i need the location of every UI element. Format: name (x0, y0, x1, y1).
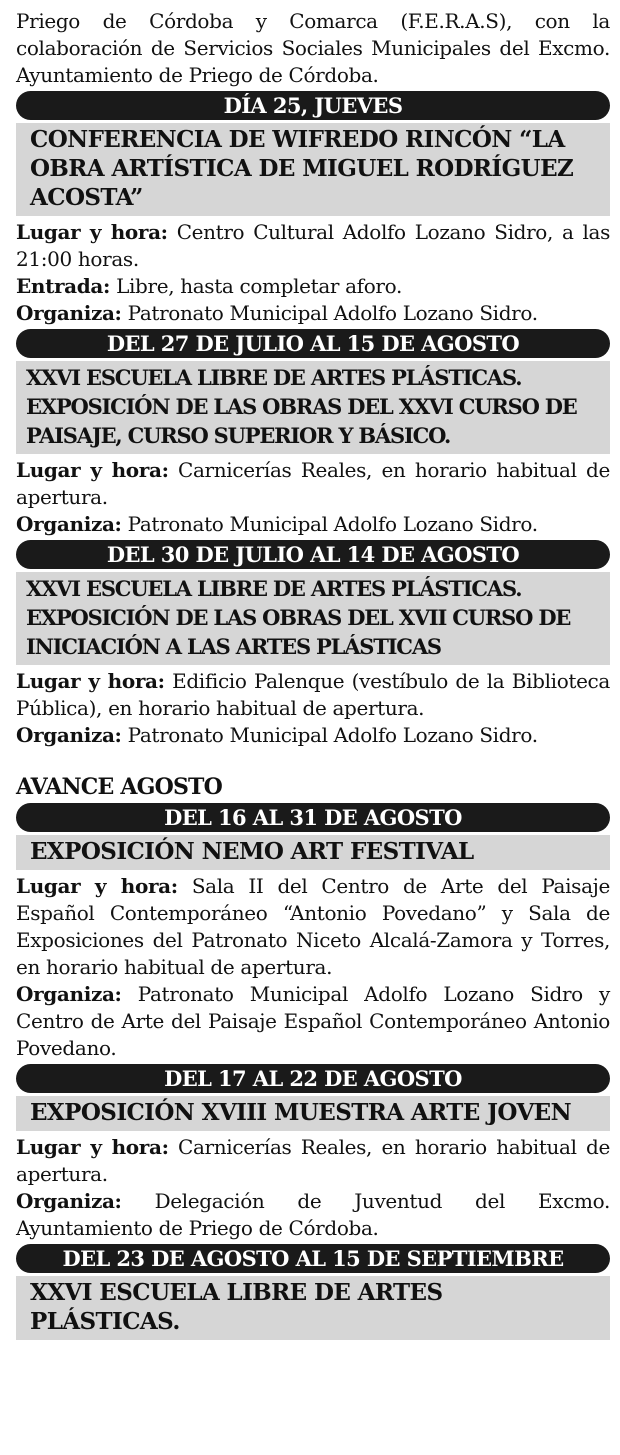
event-block (16, 1244, 610, 1340)
date-banner: DÍA 25, JUEVES (16, 91, 610, 120)
date-banner: DEL 23 DE AGOSTO AL 15 DE SEPTIEMBRE (16, 1244, 610, 1273)
date-banner: DEL 17 AL 22 DE AGOSTO (16, 1064, 610, 1093)
place-time-label: Lugar y hora: (16, 1135, 169, 1159)
date-banner: DEL 30 DE JULIO AL 14 DE AGOSTO (16, 540, 610, 569)
organizer-line (16, 1188, 610, 1242)
organizer-label: Organiza: (16, 301, 122, 325)
organizer-line (16, 511, 610, 538)
event-block (16, 803, 610, 1062)
place-time-value: Carnicerías Reales, en horario habitual de apertura. (16, 1135, 610, 1186)
intro-paragraph: Priego de Córdoba y Comarca (F.E.R.A.S), con la colaboración de Servicios Sociales Municipales del Excmo. Ayuntamiento de Priego de Córdoba. (16, 9, 610, 87)
date-banner: DEL 16 AL 31 DE AGOSTO (16, 803, 610, 832)
organizer-value: Patronato Municipal Adolfo Lozano Sidro. (127, 301, 538, 325)
date-banner: DEL 27 DE JULIO AL 15 DE AGOSTO (16, 329, 610, 358)
event-title: XXVI ESCUELA LIBRE DE ARTES PLÁSTICAS. EXPOSICIÓN DE LAS OBRAS DEL XVII CURSO DE INICIACIÓN A LAS ARTES PLÁSTICAS (16, 572, 610, 665)
organizer-line (16, 981, 610, 1062)
place-time-label: Lugar y hora: (16, 458, 169, 482)
place-time-value: Edificio Palenque (vestíbulo de la Biblioteca Pública), en horario habitual de apertura. (16, 669, 610, 720)
place-time-line (16, 219, 610, 273)
entry-line (16, 273, 610, 300)
place-time-label: Lugar y hora: (16, 220, 168, 244)
section-heading: AVANCE AGOSTO (16, 774, 222, 800)
place-time-line (16, 668, 610, 722)
organizer-label: Organiza: (16, 982, 122, 1006)
organizer-line (16, 722, 610, 749)
organizer-value: Delegación de Juventud del Excmo. Ayuntamiento de Priego de Córdoba. (16, 1189, 610, 1240)
organizer-line (16, 300, 610, 327)
event-block (16, 540, 610, 749)
place-time-line (16, 1134, 610, 1188)
event-title: EXPOSICIÓN XVIII MUESTRA ARTE JOVEN (16, 1096, 610, 1131)
organizer-value: Patronato Municipal Adolfo Lozano Sidro y Centro de Arte del Paisaje Español Contemporáneo Antonio Povedano. (16, 982, 610, 1060)
organizer-value: Patronato Municipal Adolfo Lozano Sidro. (127, 512, 538, 536)
organizer-label: Organiza: (16, 1189, 122, 1213)
entry-label: Entrada: (16, 274, 111, 298)
place-time-value: Carnicerías Reales, en horario habitual de apertura. (16, 458, 610, 509)
entry-value: Libre, hasta completar aforo. (116, 274, 402, 298)
event-title: EXPOSICIÓN NEMO ART FESTIVAL (16, 835, 610, 870)
organizer-label: Organiza: (16, 723, 122, 747)
place-time-line (16, 457, 610, 511)
place-time-label: Lugar y hora: (16, 669, 165, 693)
place-time-label: Lugar y hora: (16, 874, 178, 898)
event-title: XXVI ESCUELA LIBRE DE ARTES PLÁSTICAS. EXPOSICIÓN DE LAS OBRAS DEL XXVI CURSO DE PAISAJE, CURSO SUPERIOR Y BÁSICO. (16, 361, 610, 454)
place-time-value: Sala II del Centro de Arte del Paisaje Español Contemporáneo “Antonio Povedano” y Sala de Exposiciones del Patronato Niceto Alcalá-Zamora y Torres, en horario habitual de apertura. (16, 874, 610, 979)
event-block (16, 91, 610, 327)
place-time-line (16, 873, 610, 981)
event-title: CONFERENCIA DE WIFREDO RINCÓN “LA OBRA ARTÍSTICA DE MIGUEL RODRÍGUEZ ACOSTA” (16, 123, 610, 216)
event-title: XXVI ESCUELA LIBRE DE ARTES PLÁSTICAS. (16, 1276, 610, 1340)
organizer-label: Organiza: (16, 512, 122, 536)
organizer-value: Patronato Municipal Adolfo Lozano Sidro. (127, 723, 538, 747)
place-time-value: Centro Cultural Adolfo Lozano Sidro, a las 21:00 horas. (16, 220, 611, 271)
event-block (16, 329, 610, 538)
event-block (16, 1064, 610, 1242)
